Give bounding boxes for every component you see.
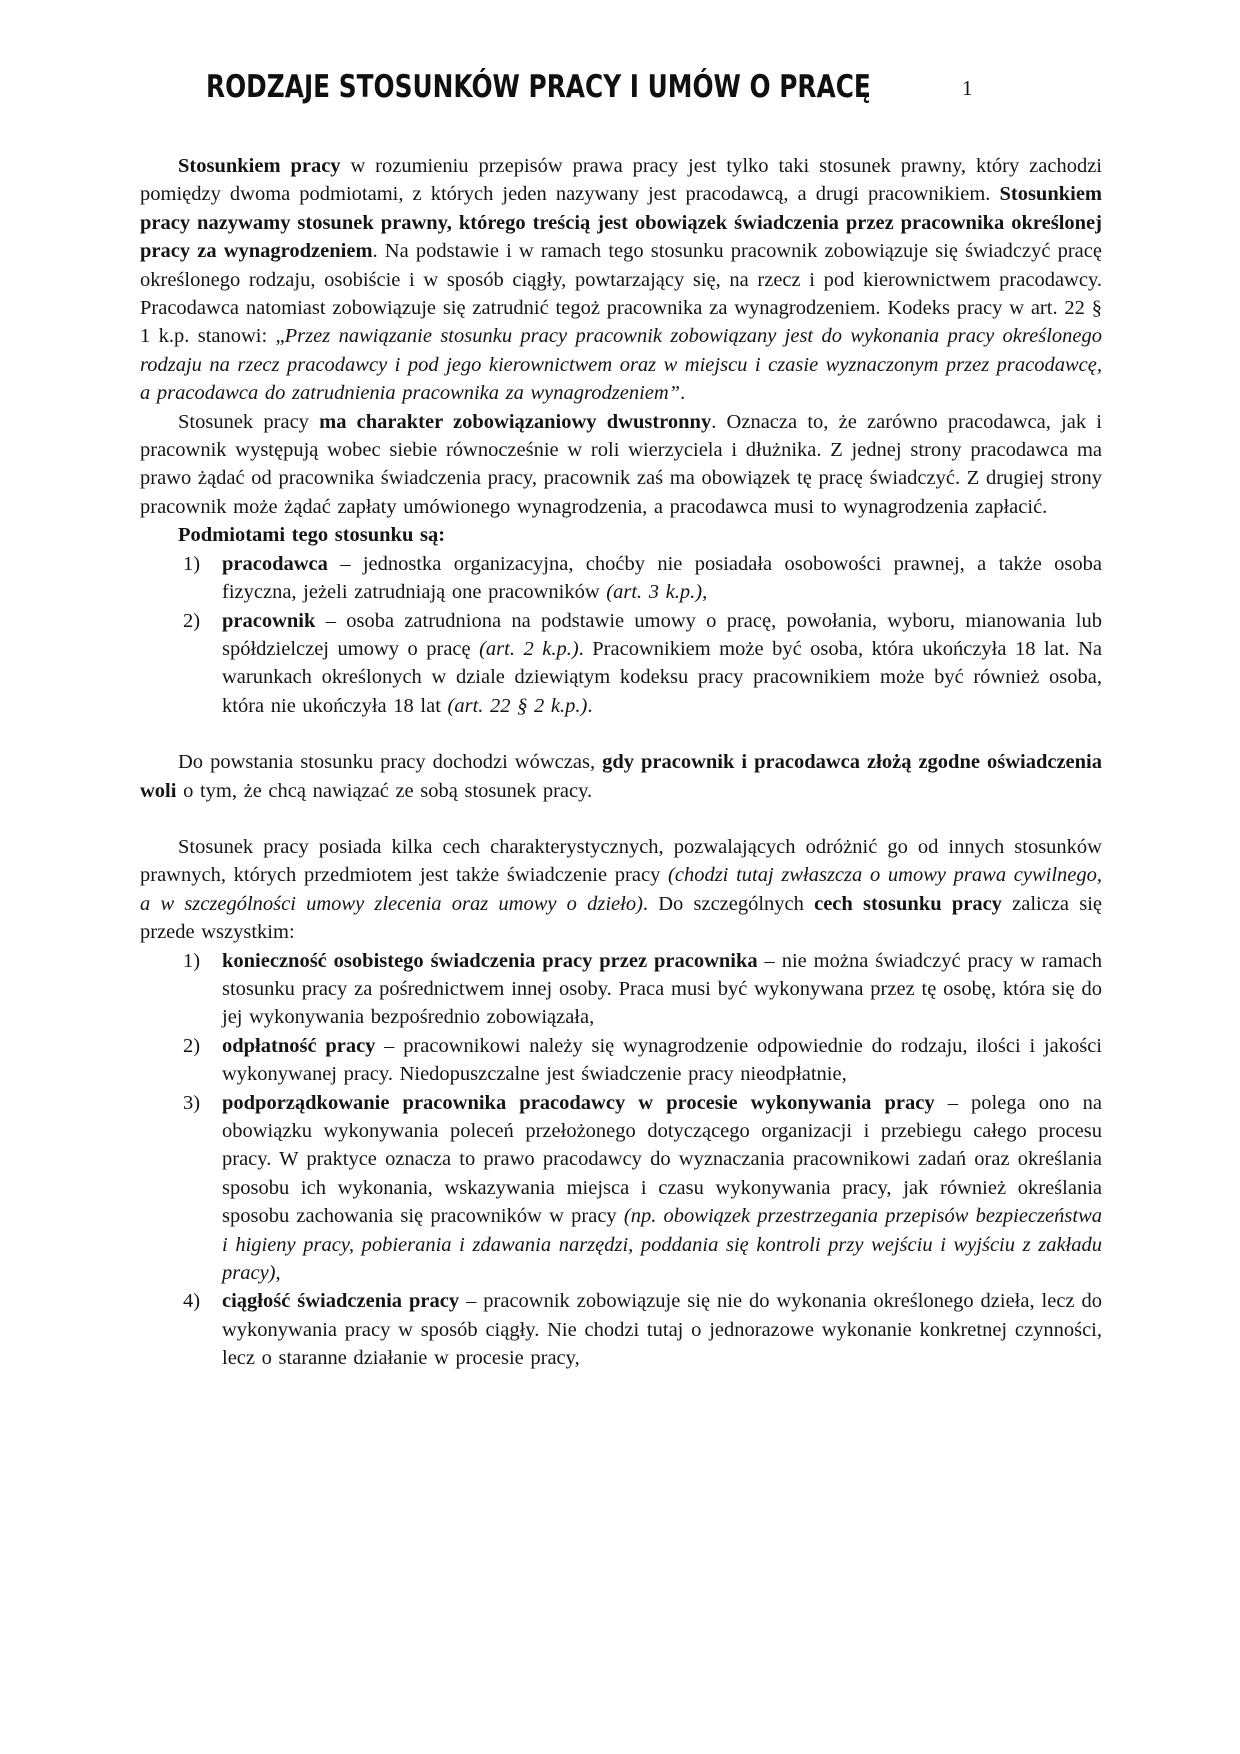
text-run: (np. obowiązek przestrzegania przepisów bezpieczeństwa i higieny pracy, pobierania i zdawania narzędzi, poddania się kontroli przy wejściu i wyjściu z zakładu pracy) (222, 1205, 1102, 1285)
text-run: (art. 2 k.p.) (479, 637, 579, 660)
text-run: (art. 22 § 2 k.p.) (447, 694, 588, 717)
list-item (140, 607, 1102, 721)
text-run: , (702, 581, 708, 604)
text-run: o tym, że chcą nawiązać ze sobą stosunek pracy. (176, 779, 593, 802)
page-title: RODZAJE STOSUNKÓW PRACY I UMÓW O PRACĘ (206, 69, 871, 105)
text-run: – osoba zatrudniona na podstawie umowy o pracę, powołania, wyboru, mianowania lub spółdzielczej umowy o pracę (222, 609, 1102, 660)
document-header (140, 70, 1102, 114)
text-run: Do powstania stosunku pracy dochodzi wówczas, (178, 751, 603, 774)
text-run: . (587, 694, 593, 717)
text-run: Stosunkiem pracy nazywamy stosunek prawny, którego treścią jest obowiązek świadczenia przez pracownika określonej pracy za wynagrodzeniem (140, 183, 1102, 263)
paragraph-heading (140, 521, 1102, 549)
list-item-number: 2) (183, 1034, 201, 1057)
text-run: (art. 3 k.p.) (606, 581, 703, 604)
text-run: Przez nawiązanie stosunku pracy pracownik zobowiązany jest do wykonania pracy określonego rodzaju na rzecz pracodawcy i pod jego kierownictwem oraz w miejscu i czasie wyznaczonym przez pracodawcę, a pracodawca do zatrudnienia pracownika za wynagrodzeniem” (140, 325, 1102, 405)
text-run: – nie można świadczyć pracy w ramach stosunku pracy za pośrednictwem innej osoby. Praca musi być wykonywana przez tę osobę, która się do jej wykonywania bezpośrednio zobowiązała, (222, 949, 1102, 1029)
text-run: . Oznacza to, że zarówno pracodawca, jak i pracownik występują wobec siebie równocześnie w roli wierzyciela i dłużnika. Z jednej strony pracodawca ma prawo żądać od pracownika świadczenia pracy, pracownik zaś ma obowiązek tę pracę świadczyć. Z drugiej strony pracownik może żądać zapłaty umówionego wynagrodzenia, a pracodawca musi to wynagrodzenia zapłacić. (140, 410, 1102, 518)
paragraph (140, 748, 1102, 805)
list-item (140, 1287, 1102, 1372)
text-run: – jednostka organizacyjna, choćby nie posiadała osobowości prawnej, a także osoba fizyczna, jeżeli zatrudniają one pracowników (222, 552, 1102, 604)
list-item-number: 4) (183, 1290, 201, 1313)
list-item (140, 1032, 1102, 1089)
text-run: ciągłość świadczenia pracy (222, 1290, 460, 1313)
text-run: podporządkowanie pracownika pracodawcy w procesie wykonywania pracy (222, 1091, 935, 1114)
text-run: gdy pracownik i pracodawca złożą zgodne oświadczenia woli (140, 751, 1102, 802)
document-body (140, 152, 1102, 1373)
text-run: ma charakter zobowiązaniowy dwustronny (319, 410, 712, 433)
list-item-number: 3) (183, 1091, 201, 1114)
text-run: – pracownik zobowiązuje się nie do wykonania określonego dzieła, lecz do wykonywania pracy w sposób ciągły. Nie chodzi tutaj o jednorazowe wykonanie konkretnej czynności, lecz o staranne działanie w procesie pracy, (222, 1290, 1102, 1370)
text-run: . (680, 382, 686, 405)
text-run: konieczność osobistego świadczenia pracy przez pracownika (222, 949, 758, 972)
text-run: zalicza się przede wszystkim: (140, 892, 1102, 944)
list-item (140, 947, 1102, 1032)
list-item-number: 1) (183, 949, 201, 972)
numbered-list (140, 550, 1102, 720)
text-run: Stosunek pracy posiada kilka cech charakterystycznych, pozwalających odróżnić go od innych stosunków prawnych, których przedmiotem jest także świadczenie pracy (140, 835, 1102, 887)
text-run: – pracownikowi należy się wynagrodzenie odpowiednie do rodzaju, ilości i jakości wykonywanej pracy. Niedopuszczalne jest świadczenie pracy nieodpłatnie, (222, 1034, 1102, 1086)
text-run: w rozumieniu przepisów prawa pracy jest tylko taki stosunek prawny, który zachodzi pomiędzy dwoma podmiotami, z których jeden nazywany jest pracodawcą, a drugi pracownikiem. (140, 155, 1102, 206)
list-item-number: 1) (183, 552, 201, 575)
numbered-list (140, 947, 1102, 1373)
text-run: Stosunek pracy (178, 410, 320, 433)
text-run: pracownik (222, 609, 316, 632)
text-run: odpłatność pracy (222, 1034, 376, 1057)
paragraph (140, 152, 1102, 408)
text-run: . Pracownikiem może być osoba, która ukończyła 18 lat. Na warunkach określonych w dziale dziewiątym kodeksu pracy pracownikiem może być również osoba, która nie ukończyła 18 lat (222, 637, 1102, 717)
text-run: pracodawca (222, 552, 328, 575)
paragraph (140, 408, 1102, 522)
text-run: (chodzi tutaj zwłaszcza o umowy prawa cywilnego, a w szczególności umowy zlecenia oraz umowy o dzieło) (140, 864, 1102, 915)
list-item (140, 550, 1102, 607)
list-item-number: 2) (183, 609, 201, 632)
page-number: 1 (962, 76, 973, 100)
text-run: Podmiotami tego stosunku są: (178, 524, 446, 547)
list-item (140, 1089, 1102, 1288)
paragraph (140, 833, 1102, 947)
text-run: Stosunkiem pracy (178, 155, 341, 177)
text-run: . Na podstawie i w ramach tego stosunku pracownik zobowiązuje się świadczyć pracę określonego rodzaju, osobiście i w sposób ciągły, powtarzający się, na rzecz i pod kierownictwem pracodawcy. Pracodawca natomiast zobowiązuje się zatrudnić tegoż pracownika za wynagrodzeniem. Kodeks pracy w art. 22 § 1 k.p. stanowi: „ (140, 240, 1102, 348)
text-run: – polega ono na obowiązku wykonywania poleceń przełożonego dotyczącego organizacji i przebiegu całego procesu pracy. W praktyce oznacza to prawo pracodawcy do wyznaczania pracownikowi zadań oraz określania sposobu ich wykonania, wskazywania miejsca i czasu wykonywania pracy, jak również określania sposobu zachowania się pracowników w pracy (222, 1091, 1102, 1228)
text-run: , (275, 1262, 281, 1285)
text-run: . Do szczególnych (642, 892, 815, 915)
text-run: cech stosunku pracy (814, 892, 1002, 915)
